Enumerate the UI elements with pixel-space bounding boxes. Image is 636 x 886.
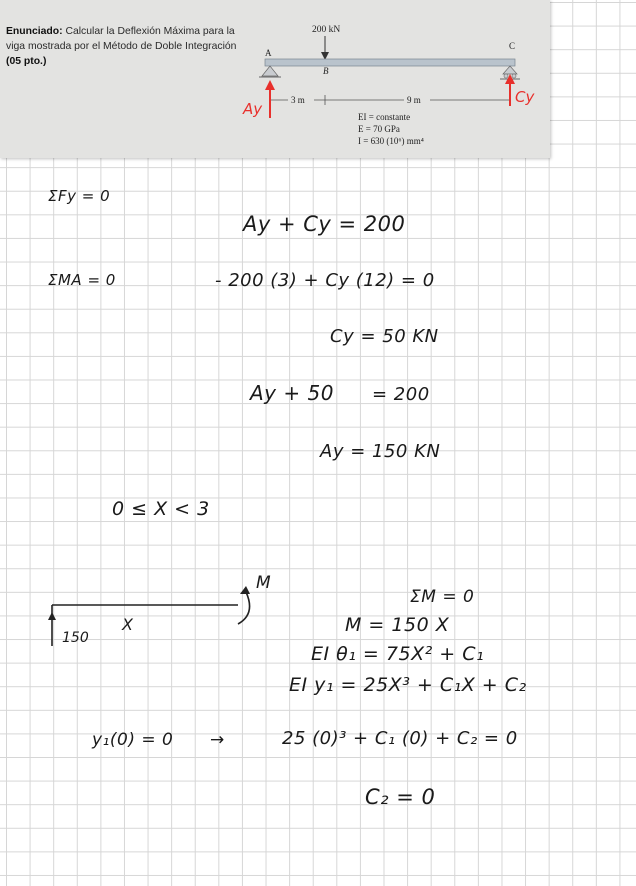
moment-equation: M = 150 X: [345, 614, 450, 636]
statement-heading: Enunciado:: [6, 26, 63, 37]
beam-diagram: [0, 0, 550, 158]
fbd-moment-label: M: [256, 573, 271, 593]
beam: [265, 59, 515, 66]
point-b-label: B: [323, 66, 329, 76]
boundary-substitution: 25 (0)³ + C₁ (0) + C₂ = 0: [282, 728, 518, 749]
problem-card: [0, 0, 550, 158]
load-label: 200 kN: [312, 25, 341, 35]
fbd-x-label: X: [122, 615, 133, 634]
implies-arrow: →: [210, 730, 225, 750]
boundary-condition: y₁(0) = 0: [92, 730, 174, 750]
reaction-ay-label: Ay: [243, 100, 263, 118]
prop-i: I = 630 (10⁶) mm⁴: [358, 136, 424, 146]
prop-ei: EI = constante: [358, 112, 411, 122]
fbd-force-label: 150: [62, 630, 89, 646]
prop-e: E = 70 GPa: [358, 124, 400, 134]
dim-left-label: 3 m: [291, 95, 305, 105]
sum-ma-label: ΣMA = 0: [48, 271, 116, 289]
fbd-moment-arc: [238, 592, 250, 624]
equation-2: - 200 (3) + Cy (12) = 0: [215, 270, 435, 291]
sum-fy-label: ΣFy = 0: [48, 187, 111, 205]
statement-text: Calcular la Deflexión Máxima para la viga mostrada por el Método de Doble Integración: [6, 26, 237, 52]
statement-points: (05 pto.): [6, 56, 47, 67]
cy-result: Cy = 50 KN: [330, 326, 439, 347]
support-c: [503, 66, 517, 74]
dim-right-label: 9 m: [407, 95, 421, 105]
sum-m-label: ΣM = 0: [410, 587, 475, 607]
equation-1: Ay + Cy = 200: [243, 212, 406, 236]
equation-3-right: = 200: [372, 384, 430, 405]
c2-result: C₂ = 0: [365, 785, 436, 809]
interval-label: 0 ≤ X < 3: [112, 498, 210, 520]
equation-3-left: Ay + 50: [250, 381, 334, 405]
reaction-cy-label: Cy: [515, 88, 535, 106]
slope-equation: EI θ₁ = 75X² + C₁: [311, 643, 485, 665]
deflection-equation: EI y₁ = 25X³ + C₁X + C₂: [289, 674, 527, 696]
point-c-label: C: [509, 41, 516, 51]
point-a-label: A: [265, 48, 272, 58]
free-body-diagram: [40, 572, 290, 662]
support-a: [262, 66, 278, 76]
ay-result: Ay = 150 KN: [320, 441, 441, 462]
